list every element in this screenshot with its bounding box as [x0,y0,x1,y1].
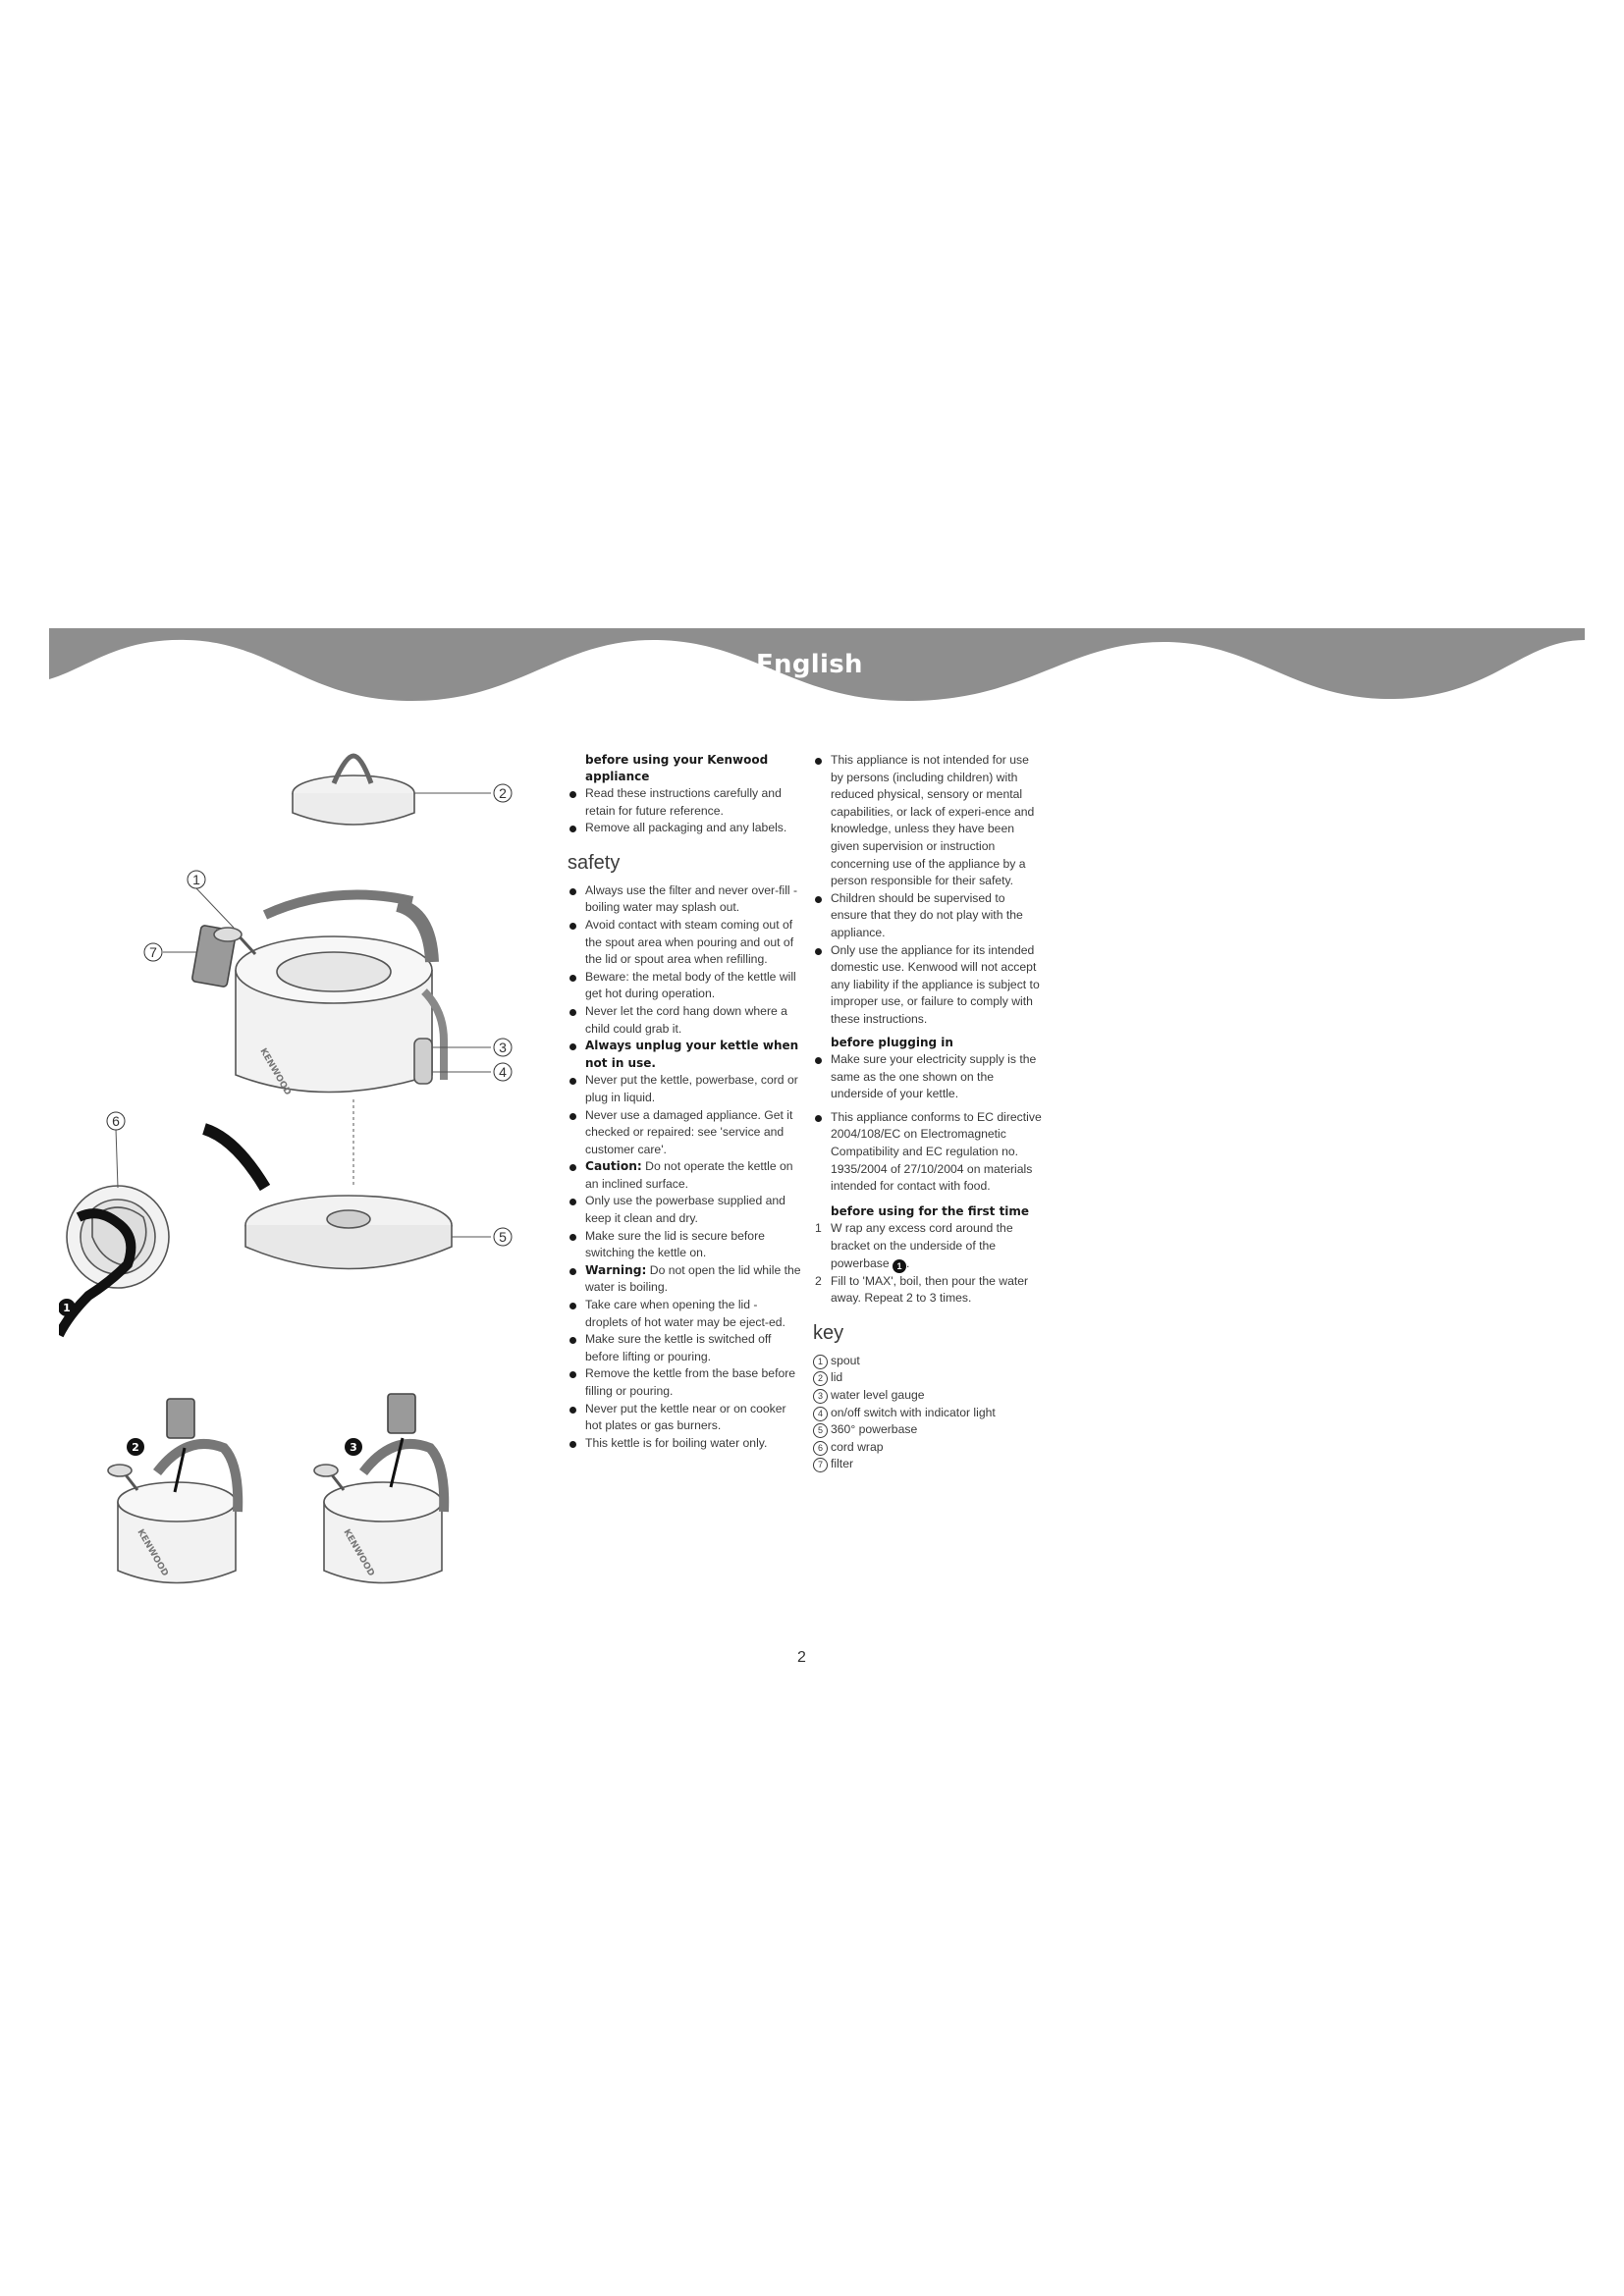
intro-list [568,785,801,837]
list-item: This appliance conforms to EC directive 2004/108/EC on Electromagnetic Compatibility and EC regulation no. 1935/2004 of 27/10/2004 on materials intended for contact with food. [813,1109,1045,1196]
list-item: Remove all packaging and any labels. [568,820,801,837]
list-item: Remove the kettle from the base before filling or pouring. [568,1365,801,1400]
brand-label-step-2: KENWOOD [135,1527,170,1578]
key-item: 5 360° powerbase [813,1421,1045,1439]
safety-list [568,882,801,1453]
list-item: Never let the cord hang down where a child could grab it. [568,1003,801,1038]
callout-6: 6 [112,1113,120,1129]
page-number: 2 [797,1649,806,1666]
list-item: Avoid contact with steam coming out of the spout area when pouring and out of the lid or spout area when refilling. [568,917,801,969]
list-item: Caution: Do not operate the kettle on an inclined surface. [568,1158,801,1193]
callout-7: 7 [149,944,157,960]
list-item: Read these instructions carefully and retain for future reference. [568,785,801,820]
first-time-heading: before using for the first time [831,1203,1030,1218]
brand-label-step-3: KENWOOD [341,1527,376,1578]
list-item: Make sure the kettle is switched off before lifting or pouring. [568,1331,801,1365]
list-item: Always use the filter and never over-fill - boiling water may splash out. [568,882,801,917]
brand-label: KENWOOD [257,1046,293,1097]
list-item: This kettle is for boiling water only. [568,1435,801,1453]
list-item: Only use the appliance for its intended domestic use. Kenwood will not accept any liability if the appliance is subject to improper use, or failure to comply with these instructions. [813,942,1045,1029]
callout-2: 2 [499,785,507,801]
step-marker-2: 2 [132,1441,139,1454]
callout-3: 3 [499,1040,507,1055]
step-marker-3: 3 [350,1441,357,1454]
powerbase-drawing [204,1129,491,1269]
key-item: 3 water level gauge [813,1387,1045,1405]
list-item: Never put the kettle near or on cooker hot plates or gas burners. [568,1401,801,1435]
plugging-heading: before plugging in [831,1035,953,1049]
callout-5: 5 [499,1229,507,1245]
list-item: Always unplug your kettle when not in use. [568,1038,801,1072]
kettle-body-drawing [196,888,491,1188]
list-item: 2 Fill to 'MAX', boil, then pour the water away. Repeat 2 to 3 times. [815,1273,1029,1306]
cord-wrap-drawing [59,1129,169,1335]
list-item: 1 W rap any excess cord around the bracket on the underside of the powerbase 1 . [815,1221,1013,1271]
list-item: Beware: the metal body of the kettle will get hot during operation. [568,969,801,1003]
key-list [813,1353,1045,1473]
list-item: Never use a damaged appliance. Get it checked or repaired: see 'service and customer care'. [568,1107,801,1159]
key-item: 2 lid [813,1369,1045,1387]
text-column-1 [568,752,801,1452]
step-2-kettle-drawing [108,1399,238,1583]
key-title: key [813,1321,844,1344]
lid-drawing [293,756,491,825]
step-ref-badge: 1 [893,1259,906,1273]
list-item: Only use the powerbase supplied and keep it clean and dry. [568,1193,801,1227]
intro-heading: before using your Kenwood appliance [585,753,769,783]
callout-4: 4 [499,1064,507,1080]
safety-title: safety [568,851,621,874]
first-time-steps [813,1220,1045,1307]
list-item: Children should be supervised to ensure that they do not play with the appliance. [813,890,1045,942]
key-item: 6 cord wrap [813,1439,1045,1457]
list-item: Make sure your electricity supply is the same as the one shown on the underside of your kettle. [813,1051,1045,1103]
list-item: Never put the kettle, powerbase, cord or plug in liquid. [568,1072,801,1106]
key-item: 1 spout [813,1353,1045,1370]
list-item: This appliance is not intended for use by persons (including children) with reduced physical, sensory or mental capabilities, or lack of experi-ence and knowledge, unless they have been given supervision or instruction concerning use of the appliance by a person responsible for their safety. [813,752,1045,890]
appliance-use-list [813,752,1045,1029]
plugging-list [813,1051,1045,1196]
list-item: Warning: Do not open the lid while the water is boiling. [568,1262,801,1297]
key-item: 7 filter [813,1456,1045,1473]
list-item: Make sure the lid is secure before switching the kettle on. [568,1228,801,1262]
kettle-illustration [59,726,540,1629]
step-marker-1: 1 [63,1302,71,1314]
text-column-2 [813,752,1045,1473]
key-item: 4 on/off switch with indicator light [813,1405,1045,1422]
callout-1: 1 [192,872,200,887]
language-heading: English [756,650,863,679]
step-3-kettle-drawing [314,1394,444,1583]
list-item: Take care when opening the lid - droplets of hot water may be eject-ed. [568,1297,801,1331]
